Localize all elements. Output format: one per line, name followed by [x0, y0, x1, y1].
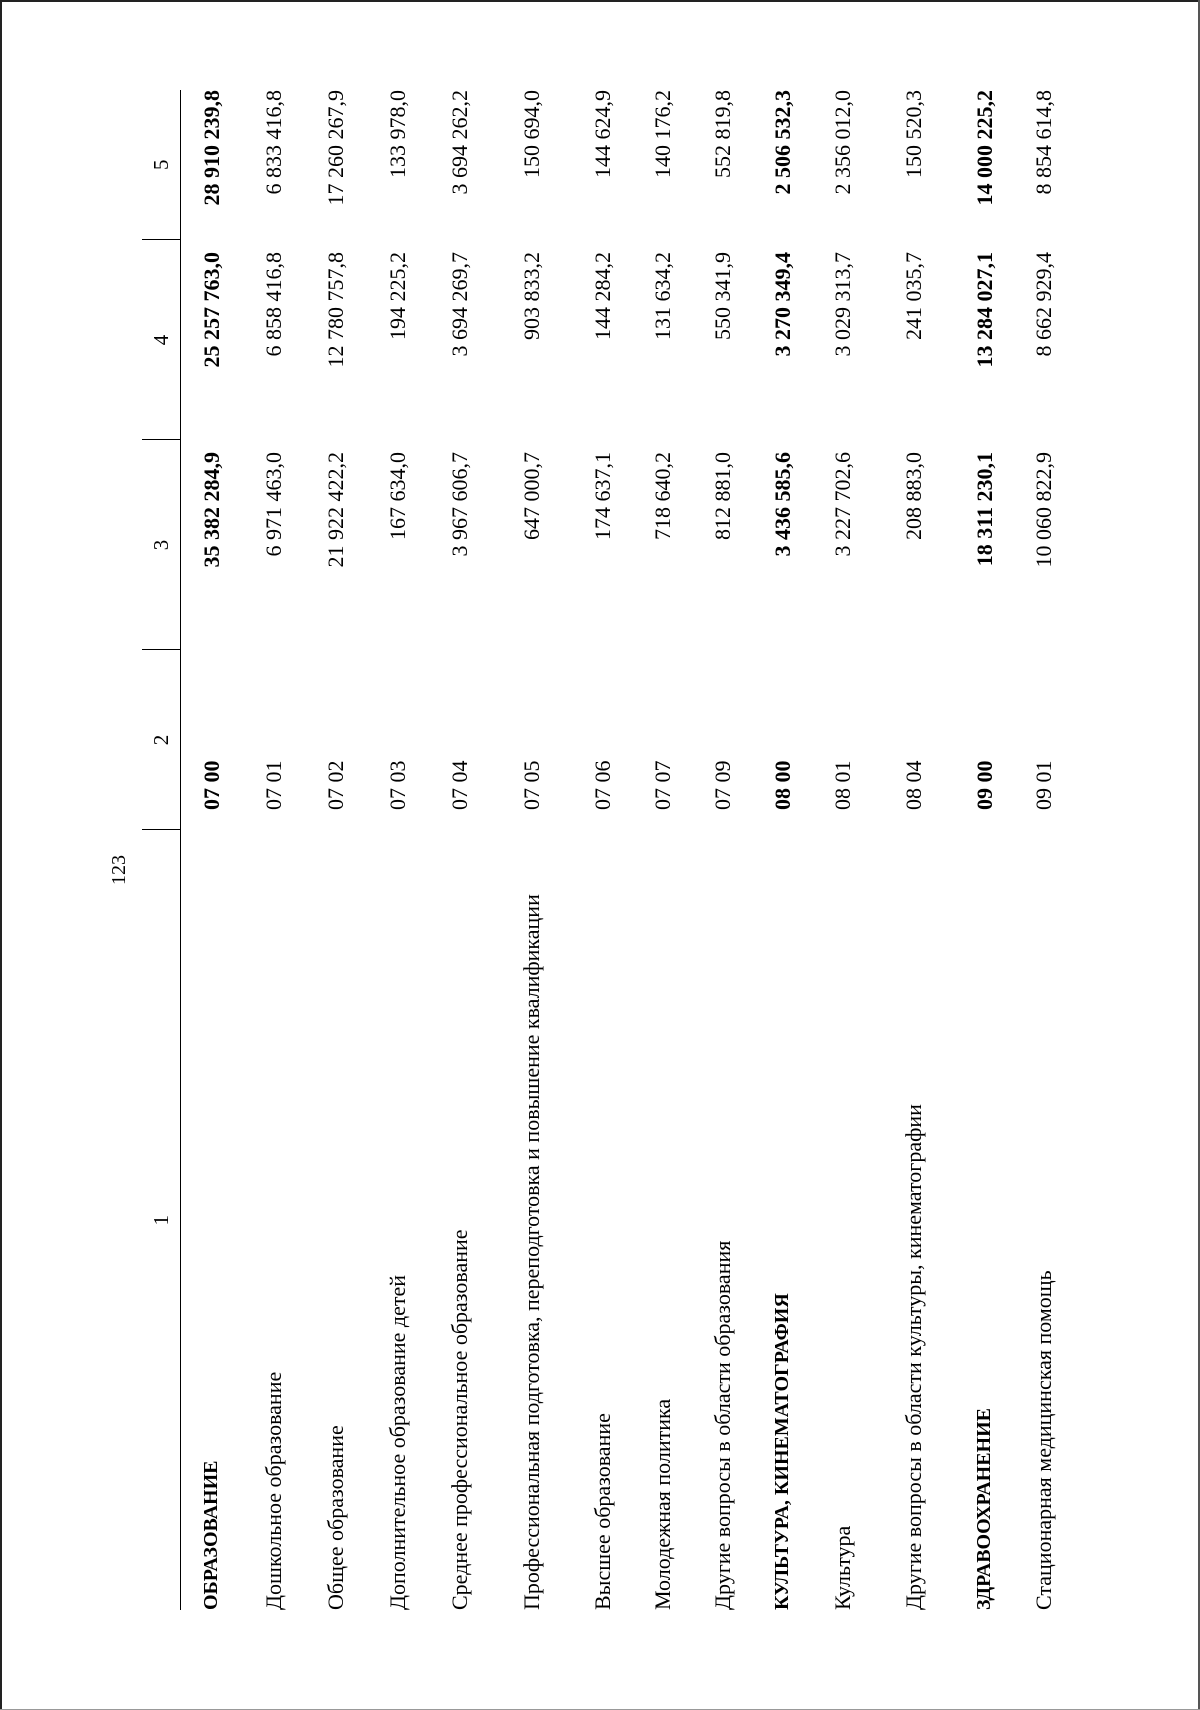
scan-edge-left — [0, 0, 2, 1710]
row-code: 08 01 — [829, 760, 855, 810]
table-header — [142, 90, 181, 1610]
row-code: 07 01 — [260, 760, 286, 810]
row-name: Среднее профессиональное образование — [446, 1229, 472, 1610]
row-name: КУЛЬТУРА, КИНЕМАТОГРАФИЯ — [771, 1293, 793, 1610]
row-code: 09 01 — [1030, 760, 1056, 810]
rotated-page-content — [80, 90, 1200, 1610]
row-code: 07 06 — [589, 760, 615, 810]
row-value-col5: 14 000 225,2 — [971, 90, 997, 206]
budget-table — [142, 90, 1073, 1610]
row-value-col3: 3 436 585,6 — [769, 452, 795, 557]
row-value-col5: 6 833 416,8 — [260, 90, 286, 195]
table-row — [693, 90, 753, 1610]
row-code: 07 03 — [384, 760, 410, 810]
table-row — [753, 90, 813, 1610]
table-row — [429, 90, 491, 1610]
table-row — [181, 90, 243, 1610]
row-name: Стационарная медицинская помощь — [1030, 1270, 1056, 1610]
row-name: Культура — [829, 1525, 855, 1610]
row-name: Профессиональная подготовка, переподготовка и повышение квалификации — [518, 894, 544, 1610]
table-row — [813, 90, 873, 1610]
row-value-col5: 150 520,3 — [900, 90, 926, 178]
row-value-col4: 903 833,2 — [518, 252, 544, 340]
row-value-col5: 2 506 532,3 — [769, 90, 795, 195]
row-value-col3: 6 971 463,0 — [260, 452, 286, 557]
row-code: 07 02 — [322, 760, 348, 810]
table-row — [633, 90, 693, 1610]
row-value-col5: 133 978,0 — [384, 90, 410, 178]
row-name: Дошкольное образование — [260, 1371, 286, 1610]
row-code: 07 05 — [518, 760, 544, 810]
header-col-4: 4 — [142, 240, 181, 440]
row-value-col5: 17 260 267,9 — [322, 90, 348, 206]
header-col-3: 3 — [142, 440, 181, 650]
row-name: Дополнительное образование детей — [384, 1274, 410, 1610]
row-value-col4: 3 270 349,4 — [769, 252, 795, 357]
row-value-col5: 140 176,2 — [649, 90, 675, 178]
table-row — [243, 90, 305, 1610]
row-value-col3: 3 967 606,7 — [446, 452, 472, 557]
row-value-col3: 167 634,0 — [384, 452, 410, 540]
row-value-col3: 10 060 822,9 — [1030, 452, 1056, 568]
row-name: Молодежная политика — [649, 1398, 675, 1610]
row-value-col3: 718 640,2 — [649, 452, 675, 540]
row-value-col3: 35 382 284,9 — [199, 452, 225, 568]
row-value-col5: 144 624,9 — [589, 90, 615, 178]
header-row — [142, 90, 181, 1610]
table-row — [573, 90, 633, 1610]
table-body — [181, 90, 1073, 1610]
row-value-col3: 21 922 422,2 — [322, 452, 348, 568]
row-value-col4: 241 035,7 — [900, 252, 926, 340]
row-value-col5: 552 819,8 — [709, 90, 735, 178]
row-value-col4: 144 284,2 — [589, 252, 615, 340]
row-code: 07 00 — [199, 760, 225, 810]
row-value-col4: 25 257 763,0 — [199, 252, 225, 368]
row-name: Высшее образование — [589, 1413, 615, 1610]
row-value-col5: 28 910 239,8 — [199, 90, 225, 206]
row-name: ОБРАЗОВАНИЕ — [200, 1460, 223, 1610]
header-col-1: 1 — [142, 830, 181, 1610]
row-code: 08 00 — [769, 760, 795, 810]
row-value-col3: 174 637,1 — [589, 452, 615, 540]
table-row — [491, 90, 573, 1610]
row-value-col3: 812 881,0 — [709, 452, 735, 540]
row-value-col3: 647 000,7 — [518, 452, 544, 540]
row-code: 07 09 — [709, 760, 735, 810]
row-name: Другие вопросы в области образования — [709, 1240, 735, 1610]
row-name: ЗДРАВООХРАНЕНИЕ — [973, 1408, 995, 1610]
row-value-col3: 18 311 230,1 — [971, 452, 997, 567]
row-value-col4: 12 780 757,8 — [322, 252, 348, 368]
row-value-col3: 3 227 702,6 — [829, 452, 855, 557]
table-row — [1015, 90, 1073, 1610]
page-number: 123 — [108, 855, 130, 885]
header-col-2: 2 — [142, 650, 181, 830]
row-value-col3: 208 883,0 — [900, 452, 926, 540]
table-row — [305, 90, 367, 1610]
row-code: 07 04 — [446, 760, 472, 810]
row-value-col5: 2 356 012,0 — [829, 90, 855, 195]
row-value-col4: 131 634,2 — [649, 252, 675, 340]
row-value-col4: 194 225,2 — [384, 252, 410, 340]
scan-edge-top — [0, 0, 1200, 2]
row-value-col4: 6 858 416,8 — [260, 252, 286, 357]
row-name: Общее образование — [322, 1425, 348, 1610]
header-col-5: 5 — [142, 90, 181, 240]
row-code: 07 07 — [649, 760, 675, 810]
row-value-col4: 3 694 269,7 — [446, 252, 472, 357]
row-value-col4: 3 029 313,7 — [829, 252, 855, 357]
table-row — [873, 90, 955, 1610]
row-value-col4: 13 284 027,1 — [971, 252, 997, 368]
row-value-col4: 550 341,9 — [709, 252, 735, 340]
row-value-col4: 8 662 929,4 — [1030, 252, 1056, 357]
row-code: 08 04 — [900, 760, 926, 810]
row-value-col5: 3 694 262,2 — [446, 90, 472, 195]
row-value-col5: 150 694,0 — [518, 90, 544, 178]
row-value-col5: 8 854 614,8 — [1030, 90, 1056, 195]
table-row — [955, 90, 1015, 1610]
row-code: 09 00 — [971, 760, 997, 810]
table-row — [367, 90, 429, 1610]
row-name: Другие вопросы в области культуры, кинематографии — [900, 1104, 926, 1610]
